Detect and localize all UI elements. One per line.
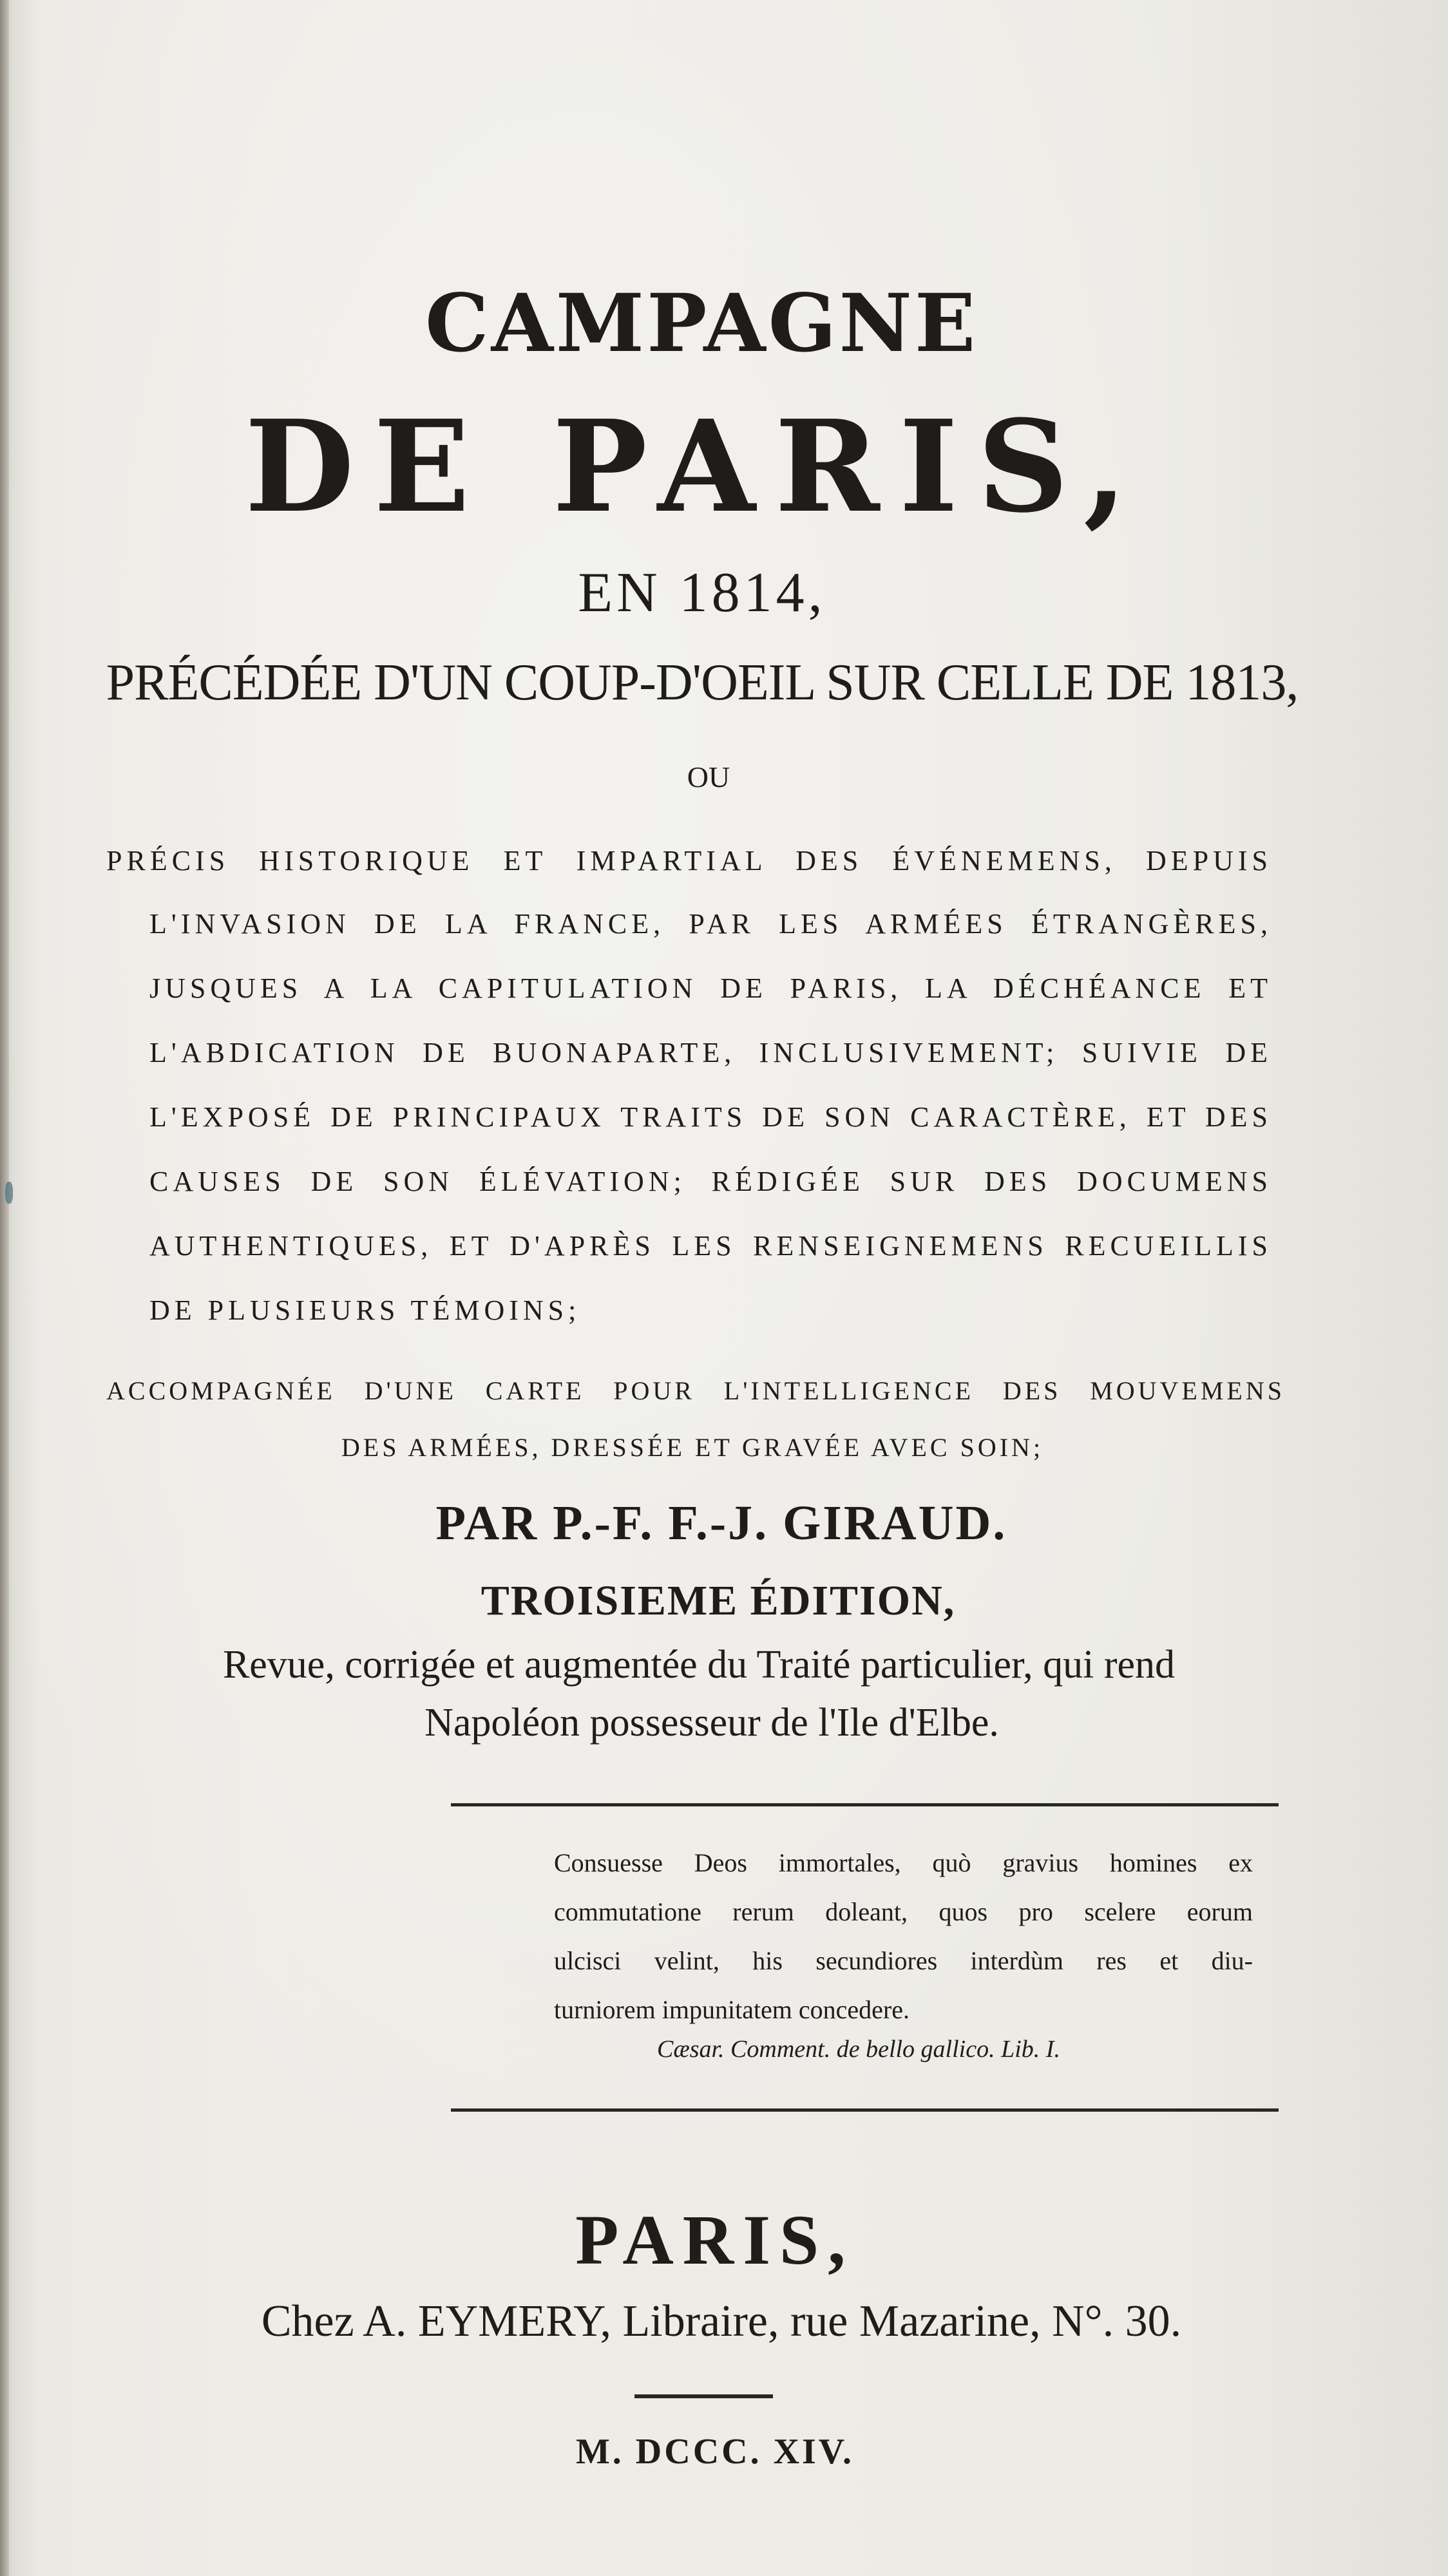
conjunction-ou: OU [687, 761, 730, 793]
epigraph-rule-bottom [451, 2108, 1279, 2112]
epigraph-line: Consuesse Deos immortales, quò gravius homines ex [554, 1848, 1253, 1877]
epigraph-line: commutatione rerum doleant, quos pro scelere eorum [554, 1897, 1253, 1926]
summary-line: AUTHENTIQUES, ET D'APRÈS LES RENSEIGNEMENS RECUEILLIS [149, 1230, 1272, 1262]
summary-line: L'INVASION DE LA FRANCE, PAR LES ARMÉES ÉTRANGÈRES, [149, 908, 1272, 940]
author-line: PAR P.-F. F.-J. GIRAUD. [435, 1496, 1007, 1550]
summary-line: PRÉCIS HISTORIQUE ET IMPARTIAL DES ÉVÉNEMENS, DEPUIS [106, 845, 1272, 876]
imprint-rule [634, 2394, 773, 2398]
year-line: EN 1814, [578, 562, 826, 624]
epigraph-line: turniorem impunitatem concedere. [554, 1995, 910, 2024]
summary-line: L'ABDICATION DE BUONAPARTE, INCLUSIVEMENT; SUIVIE DE [149, 1037, 1272, 1068]
epigraph-rule-top [451, 1803, 1279, 1806]
map-line: DES ARMÉES, DRESSÉE ET GRAVÉE AVEC SOIN; [341, 1433, 1044, 1462]
imprint-date: M. DCCC. XIV. [575, 2432, 855, 2472]
summary-line: JUSQUES A LA CAPITULATION DE PARIS, LA DÉCHÉANCE ET [149, 972, 1272, 1004]
ink-mark [5, 1182, 13, 1204]
edition-line: TROISIEME ÉDITION, [481, 1577, 956, 1624]
title-line-2: DE PARIS, [245, 393, 1147, 541]
title-line-1: CAMPAGNE [425, 277, 978, 370]
imprint-publisher: Chez A. EYMERY, Libraire, rue Mazarine, N°. 30. [261, 2297, 1182, 2346]
summary-line: L'EXPOSÉ DE PRINCIPAUX TRAITS DE SON CARACTÈRE, ET DES [149, 1101, 1272, 1133]
revision-line-2: Napoléon possesseur de l'Ile d'Elbe. [424, 1701, 999, 1745]
binding-edge [0, 0, 9, 2576]
epigraph [554, 1839, 1253, 2034]
epigraph-attribution: Cæsar. Comment. de bello gallico. Lib. I. [657, 2036, 1060, 2063]
revision-line-1: Revue, corrigée et augmentée du Traité particulier, qui rend [222, 1643, 1176, 1687]
map-line: ACCOMPAGNÉE D'UNE CARTE POUR L'INTELLIGENCE DES MOUVEMENS [106, 1376, 1285, 1405]
imprint-city: PARIS, [575, 2201, 855, 2279]
summary-line: DE PLUSIEURS TÉMOINS; [149, 1294, 581, 1326]
preceded-line: PRÉCÉDÉE D'UN COUP-D'OEIL SUR CELLE DE 1813, [106, 654, 1299, 711]
epigraph-line: ulcisci velint, his secundiores interdùm res et diu- [554, 1946, 1253, 1975]
summary-line: CAUSES DE SON ÉLÉVATION; RÉDIGÉE SUR DES DOCUMENS [149, 1166, 1272, 1197]
